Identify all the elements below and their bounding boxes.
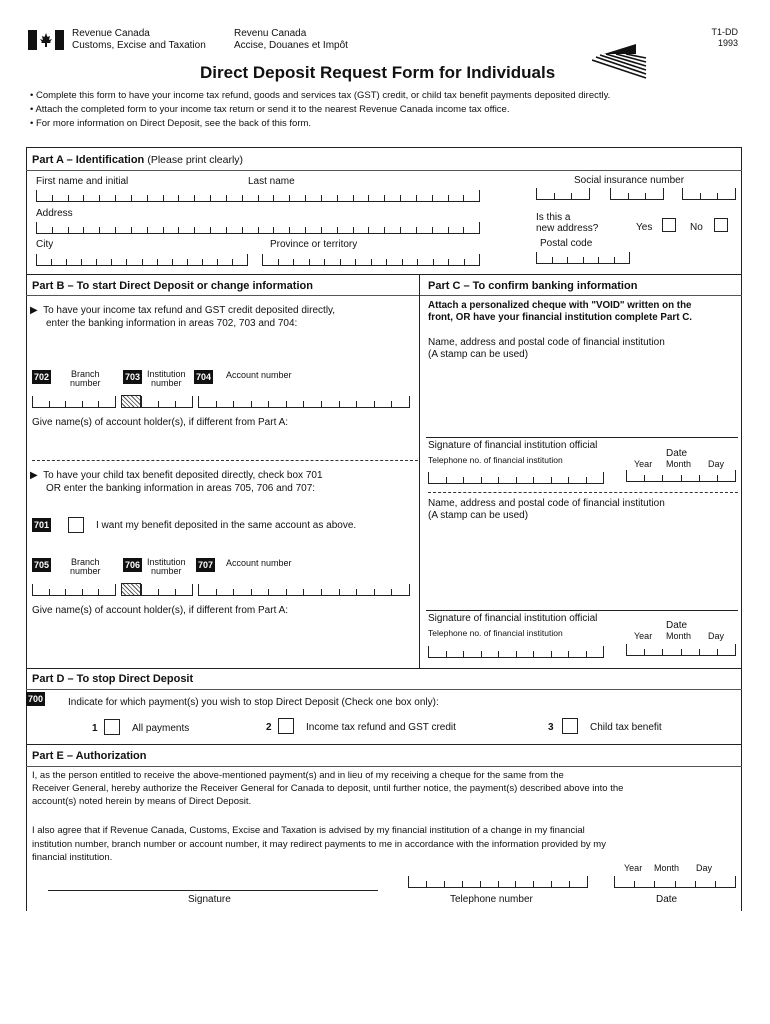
- new-address-q2: new address?: [536, 223, 599, 234]
- yes-label: Yes: [636, 222, 653, 233]
- institution-label-2: Institution number: [147, 557, 186, 576]
- name-field[interactable]: [36, 190, 480, 202]
- authorization-p1-3: account(s) noted herein by means of Direct Deposit.: [32, 796, 252, 807]
- fi-date-label-1: Date: [666, 448, 688, 459]
- address-field[interactable]: [36, 222, 480, 234]
- code-705: 705: [34, 560, 50, 570]
- child-tax-benefit-checkbox[interactable]: [562, 718, 578, 734]
- part-b-intro-1: ▶ To have your income tax refund and GST credit deposited directly,: [30, 305, 336, 316]
- option-2-number: 2: [266, 722, 272, 733]
- city-field[interactable]: [36, 254, 248, 266]
- fi-signature-label-2: Signature of financial institution official: [428, 613, 598, 624]
- fi-signature-line-2: [426, 610, 738, 611]
- part-e-top-border: [26, 744, 742, 745]
- new-address-q1: Is this a: [536, 212, 571, 223]
- part-d-title-underline: [26, 689, 742, 690]
- part-e-heading: Part E – Authorization: [32, 750, 147, 762]
- fi-date-field-2[interactable]: [626, 644, 736, 656]
- part-d-instruction: Indicate for which payment(s) you wish to stop Direct Deposit (Check one box only):: [68, 697, 439, 708]
- e-date-label: Date: [656, 894, 678, 905]
- part-bc-divider: [419, 274, 420, 668]
- same-account-checkbox[interactable]: [68, 517, 84, 533]
- fi-year-label-1: Year: [634, 459, 653, 469]
- income-tax-gst-label: Income tax refund and GST credit: [306, 722, 456, 733]
- branch-number-field-1[interactable]: [32, 396, 116, 408]
- part-d-top-border: [26, 668, 742, 669]
- applicant-date-field[interactable]: [614, 876, 736, 888]
- same-account-label: I want my benefit deposited in the same account as above.: [96, 520, 357, 531]
- branch-label-1: Branch number: [70, 369, 101, 388]
- postal-code-field[interactable]: [536, 252, 630, 264]
- part-b-heading: Part B – To start Direct Deposit or change information: [32, 280, 313, 292]
- part-bc-top-border: [26, 274, 742, 275]
- yes-checkbox[interactable]: [662, 218, 676, 232]
- all-payments-label: All payments: [132, 723, 190, 734]
- institution-hatch-1: [121, 395, 141, 408]
- fi-day-label-1: Day: [708, 459, 725, 469]
- account-label-2: Account number: [226, 558, 292, 568]
- sin-field-1[interactable]: [536, 188, 590, 200]
- code-703: 703: [125, 372, 141, 382]
- province-field[interactable]: [262, 254, 480, 266]
- dept-fr-1: Revenu Canada: [234, 28, 307, 39]
- fi-name-label-2: Name, address and postal code of financial institution: [428, 498, 665, 509]
- sin-label: Social insurance number: [574, 175, 685, 186]
- canada-flag-icon: [28, 30, 64, 50]
- child-tax-benefit-label: Child tax benefit: [590, 722, 662, 733]
- province-label: Province or territory: [270, 239, 358, 250]
- e-year-label: Year: [624, 863, 643, 873]
- branch-number-field-2[interactable]: [32, 584, 116, 596]
- e-month-label: Month: [654, 863, 680, 873]
- fi-signature-line-1: [426, 437, 738, 438]
- fi-telephone-label-2: Telephone no. of financial institution: [428, 628, 563, 638]
- fi-date-field-1[interactable]: [626, 470, 736, 482]
- no-label: No: [690, 222, 703, 233]
- instruction-2: • Attach the completed form to your income tax return or send it to the nearest Revenue Canada income tax office.: [30, 104, 510, 115]
- signature-line: [48, 890, 378, 891]
- part-a-heading: Part A – Identification (Please print clearly): [32, 154, 244, 166]
- fi-telephone-label-1: Telephone no. of financial institution: [428, 455, 563, 465]
- applicant-telephone-field[interactable]: [408, 876, 588, 888]
- part-c-separator: [428, 492, 738, 493]
- part-d-heading: Part D – To stop Direct Deposit: [32, 673, 194, 685]
- branch-label-2: Branch number: [70, 557, 101, 576]
- option-3-number: 3: [548, 722, 554, 733]
- institution-label-1: Institution number: [147, 369, 186, 388]
- deposit-graphic-icon: [592, 44, 648, 80]
- fi-stamp-label-1: (A stamp can be used): [428, 349, 529, 360]
- first-name-label: First name and initial: [36, 176, 129, 187]
- code-707: 707: [198, 560, 214, 570]
- account-number-field-1[interactable]: [198, 396, 410, 408]
- account-number-field-2[interactable]: [198, 584, 410, 596]
- child-benefit-2: OR enter the banking information in areas 705, 706 and 707:: [46, 483, 316, 494]
- sin-field-3[interactable]: [682, 188, 736, 200]
- option-1-number: 1: [92, 723, 98, 734]
- fi-telephone-field-2[interactable]: [428, 646, 604, 658]
- instruction-3: • For more information on Direct Deposit, see the back of this form.: [30, 118, 312, 129]
- part-c-attach-2: front, OR have your financial institution complete Part C.: [428, 312, 693, 323]
- authorization-p2-3: financial institution.: [32, 852, 113, 863]
- part-a-title-underline: [26, 170, 742, 171]
- address-label: Address: [36, 208, 73, 219]
- dept-fr-2: Accise, Douanes et Impôt: [234, 40, 348, 51]
- code-702: 702: [34, 372, 50, 382]
- fi-date-label-2: Date: [666, 620, 688, 631]
- institution-number-field-1[interactable]: [141, 396, 193, 408]
- institution-number-field-2[interactable]: [141, 584, 193, 596]
- signature-label: Signature: [188, 894, 231, 905]
- fi-year-label-2: Year: [634, 631, 653, 641]
- authorization-p1-1: I, as the person entitled to receive the above-mentioned payment(s) and in lieu of my receiving a cheque for the same from the: [32, 770, 564, 781]
- page-title: Direct Deposit Request Form for Individuals: [200, 63, 556, 82]
- fi-day-label-2: Day: [708, 631, 725, 641]
- institution-hatch-2: [121, 583, 141, 596]
- part-c-attach-1: Attach a personalized cheque with "VOID" written on the: [428, 300, 692, 311]
- form-year: 1993: [717, 38, 738, 48]
- authorization-p1-2: Receiver General, hereby authorize the Receiver General for Canada to deposit, until further notice, the payment(s) described above into the: [32, 783, 624, 794]
- last-name-label: Last name: [248, 176, 295, 187]
- postal-code-label: Postal code: [540, 238, 593, 249]
- part-bc-title-underline: [26, 295, 742, 296]
- no-checkbox[interactable]: [714, 218, 728, 232]
- fi-telephone-field-1[interactable]: [428, 472, 604, 484]
- form-number: T1-DD: [711, 27, 738, 37]
- part-b-separator: [32, 460, 418, 461]
- fi-month-label-1: Month: [666, 459, 692, 469]
- code-701: 701: [34, 520, 50, 530]
- all-payments-checkbox[interactable]: [104, 719, 120, 735]
- fi-name-label-1: Name, address and postal code of financial institution: [428, 337, 665, 348]
- telephone-label: Telephone number: [450, 894, 533, 905]
- account-label-1: Account number: [226, 370, 292, 380]
- instruction-1: • Complete this form to have your income tax refund, goods and services tax (GST) credit, or child tax benefit payments deposited directly.: [30, 90, 611, 101]
- e-day-label: Day: [696, 863, 713, 873]
- authorization-p2-1: I also agree that if Revenue Canada, Customs, Excise and Taxation is advised by my financial institution of a change in my financial: [32, 825, 585, 836]
- part-e-title-underline: [26, 766, 742, 767]
- account-holders-label-2: Give name(s) of account holder(s), if different from Part A:: [32, 605, 289, 616]
- fi-stamp-label-2: (A stamp can be used): [428, 510, 529, 521]
- part-c-heading: Part C – To confirm banking information: [428, 280, 638, 292]
- account-holders-label-1: Give name(s) of account holder(s), if different from Part A:: [32, 417, 289, 428]
- fi-signature-label-1: Signature of financial institution official: [428, 440, 598, 451]
- child-benefit-1: ▶ To have your child tax benefit deposited directly, check box 701: [30, 470, 323, 481]
- code-704: 704: [196, 372, 212, 382]
- city-label: City: [36, 239, 54, 250]
- part-b-intro-2: enter the banking information in areas 702, 703 and 704:: [46, 318, 298, 329]
- income-tax-gst-checkbox[interactable]: [278, 718, 294, 734]
- authorization-p2-2: institution number, branch number or account number, it may redirect payments to me in accordance with the information provided by my: [32, 839, 606, 850]
- fi-month-label-2: Month: [666, 631, 692, 641]
- sin-field-2[interactable]: [610, 188, 664, 200]
- code-700: 700: [28, 694, 44, 704]
- dept-en-2: Customs, Excise and Taxation: [72, 40, 206, 51]
- dept-en-1: Revenue Canada: [72, 28, 150, 39]
- code-706: 706: [125, 560, 141, 570]
